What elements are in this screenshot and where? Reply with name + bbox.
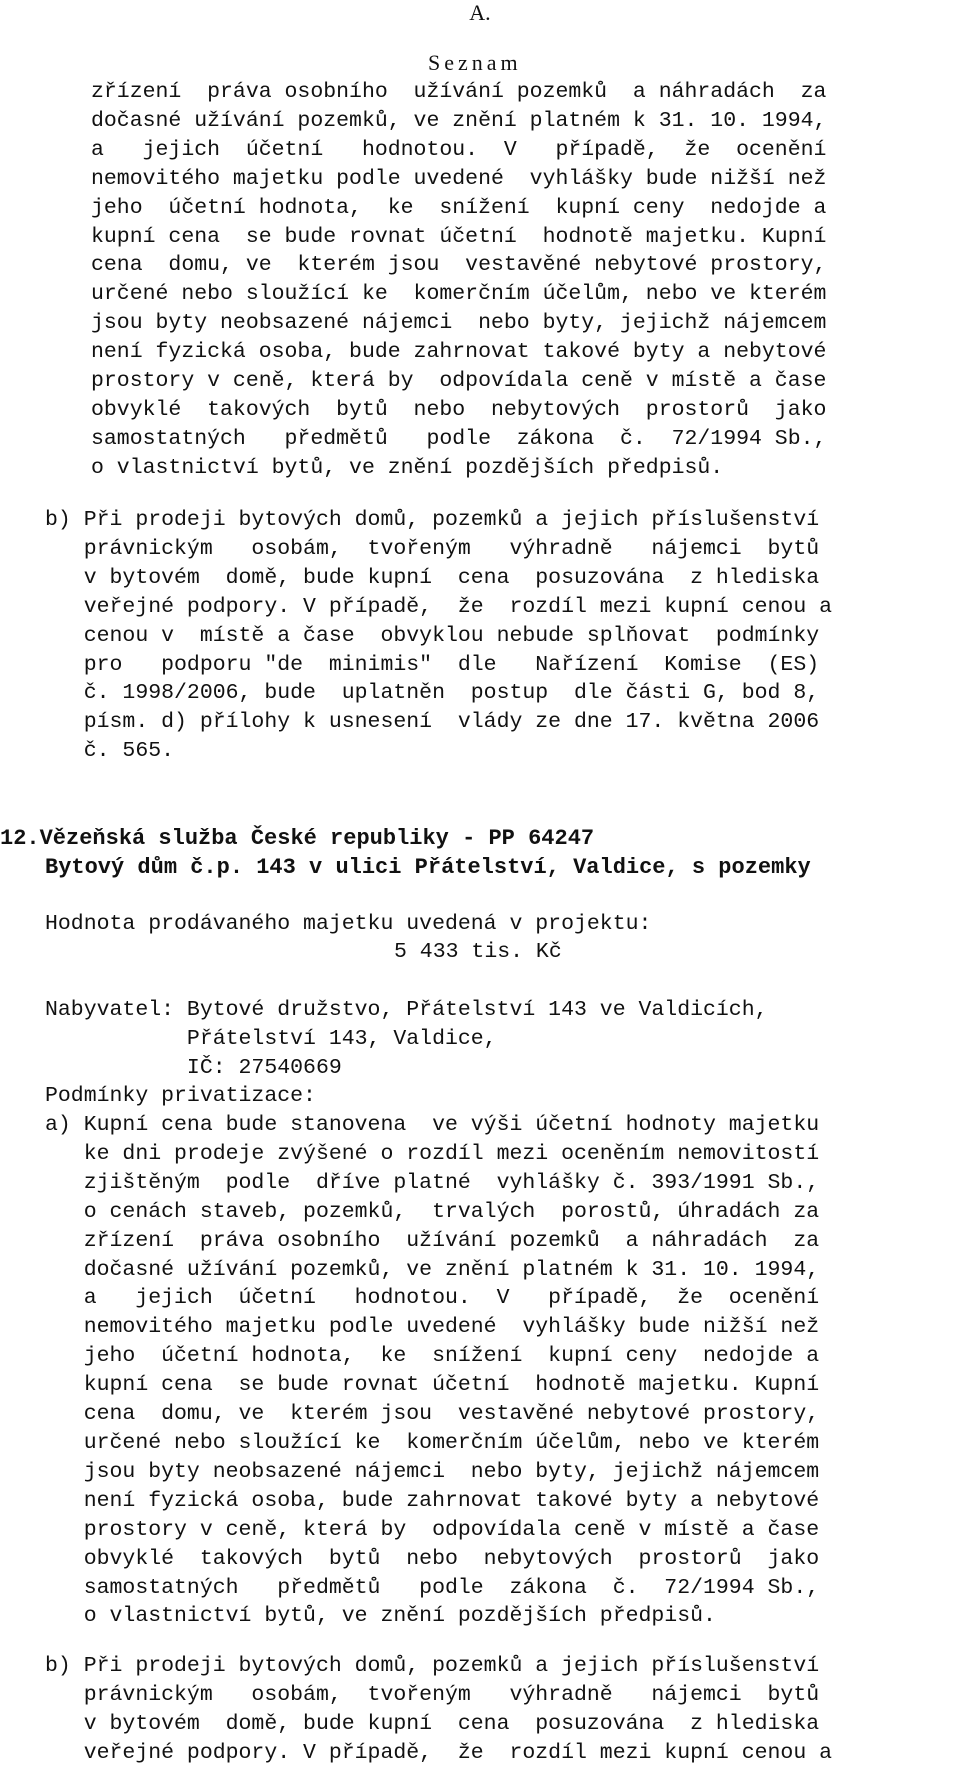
text-line: Přátelství 143, Valdice,: [45, 1026, 497, 1051]
text-line: pro podporu "de minimis" dle Nařízení Komise (ES): [45, 652, 820, 677]
text-line: samostatných předmětů podle zákona č. 72/1994 Sb.,: [45, 1575, 820, 1600]
text-line: zřízení práva osobního užívání pozemků a náhradách za: [45, 1228, 820, 1253]
text-line: není fyzická osoba, bude zahrnovat takové byty a nebytové: [45, 1488, 820, 1513]
text-line: dočasné užívání pozemků, ve znění platném k 31. 10. 1994,: [45, 1257, 820, 1282]
text-line: určené nebo sloužící ke komerčním účelům, nebo ve kterém: [91, 282, 827, 307]
text-line: cena domu, ve kterém jsou vestavěné nebytové prostory,: [45, 1402, 820, 1427]
text-line: b) Při prodeji bytových domů, pozemků a jejich příslušenství: [45, 508, 820, 532]
text-line: jeho účetní hodnota, ke snížení kupní ceny nedojde a: [45, 1344, 820, 1369]
value-amount: 5 433 tis. Kč: [394, 940, 562, 964]
text-line: právnickým osobám, tvořeným výhradně nájemci bytů: [45, 536, 820, 561]
text-line: kupní cena se bude rovnat účetní hodnotě majetku. Kupní: [91, 224, 827, 249]
text-line: určené nebo sloužící ke komerčním účelům, nebo ve kterém: [45, 1430, 820, 1455]
conditions-label: Podmínky privatizace:: [45, 1084, 316, 1108]
bottom-paragraph-b: [45, 1652, 832, 1768]
text-line: v bytovém domě, bude kupní cena posuzována z hlediska: [45, 565, 820, 590]
text-line: a) Kupní cena bude stanovena ve výši účetní hodnoty majetku: [45, 1113, 820, 1137]
text-line: o vlastnictví bytů, ve znění pozdějších předpisů.: [45, 1604, 716, 1629]
text-line: cenou v místě a čase obvyklou nebude splňovat podmínky: [45, 623, 820, 648]
text-line: a jejich účetní hodnotou. V případě, že ocenění: [91, 137, 827, 162]
text-line: prostory v ceně, která by odpovídala ceně v místě a čase: [91, 369, 827, 394]
bottom-paragraph-a: [45, 1111, 819, 1631]
document-title: Seznam: [428, 50, 522, 75]
section-heading: 12.Vězeňská služba České republiky - PP 64247: [0, 826, 595, 851]
text-line: obvyklé takových bytů nebo nebytových prostorů jako: [91, 397, 827, 422]
text-line: dočasné užívání pozemků, ve znění platném k 31. 10. 1994,: [91, 108, 827, 133]
text-line: nemovitého majetku podle uvedené vyhlášky bude nižší než: [91, 166, 827, 191]
text-line: veřejné podpory. V případě, že rozdíl mezi kupní cenou a: [45, 1740, 833, 1765]
text-line: veřejné podpory. V případě, že rozdíl mezi kupní cenou a: [45, 594, 833, 619]
text-line: č. 565.: [45, 739, 175, 764]
acquirer-block: [45, 996, 768, 1083]
top-paragraph-a-continuation: [91, 78, 826, 483]
text-line: právnickým osobám, tvořeným výhradně nájemci bytů: [45, 1682, 820, 1707]
annex-letter: A.: [469, 0, 491, 25]
text-line: zřízení práva osobního užívání pozemků a náhradách za: [91, 80, 827, 104]
text-line: nemovitého majetku podle uvedené vyhlášky bude nižší než: [45, 1315, 820, 1340]
text-line: o vlastnictví bytů, ve znění pozdějších předpisů.: [91, 455, 724, 480]
text-line: zjištěným podle dříve platné vyhlášky č. 393/1991 Sb.,: [45, 1170, 820, 1195]
text-line: není fyzická osoba, bude zahrnovat takové byty a nebytové: [91, 340, 827, 365]
text-line: jsou byty neobsazené nájemci nebo byty, jejichž nájemcem: [45, 1459, 820, 1484]
text-line: v bytovém domě, bude kupní cena posuzována z hlediska: [45, 1711, 820, 1736]
text-line: ke dni prodeje zvýšené o rozdíl mezi oceněním nemovitostí: [45, 1141, 820, 1166]
value-label: Hodnota prodávaného majetku uvedená v projektu:: [45, 912, 652, 936]
text-line: jeho účetní hodnota, ke snížení kupní ceny nedojde a: [91, 195, 827, 220]
text-line: samostatných předmětů podle zákona č. 72/1994 Sb.,: [91, 426, 827, 451]
text-line: kupní cena se bude rovnat účetní hodnotě majetku. Kupní: [45, 1373, 820, 1398]
text-line: Nabyvatel: Bytové družstvo, Přátelství 143 ve Valdicích,: [45, 998, 768, 1022]
text-line: jsou byty neobsazené nájemci nebo byty, jejichž nájemcem: [91, 311, 827, 336]
text-line: o cenách staveb, pozemků, trvalých porostů, úhradách za: [45, 1199, 820, 1224]
text-line: obvyklé takových bytů nebo nebytových prostorů jako: [45, 1546, 820, 1571]
text-line: IČ: 27540669: [45, 1055, 342, 1080]
text-line: a jejich účetní hodnotou. V případě, že ocenění: [45, 1286, 820, 1311]
text-line: č. 1998/2006, bude uplatněn postup dle části G, bod 8,: [45, 681, 820, 706]
text-line: cena domu, ve kterém jsou vestavěné nebytové prostory,: [91, 253, 827, 278]
text-line: b) Při prodeji bytových domů, pozemků a jejich příslušenství: [45, 1654, 820, 1678]
section-subheading: Bytový dům č.p. 143 v ulici Přátelství, Valdice, s pozemky: [45, 855, 811, 880]
text-line: prostory v ceně, která by odpovídala ceně v místě a čase: [45, 1517, 820, 1542]
text-line: písm. d) přílohy k usnesení vlády ze dne 17. května 2006: [45, 710, 820, 735]
top-paragraph-b: [45, 506, 832, 766]
